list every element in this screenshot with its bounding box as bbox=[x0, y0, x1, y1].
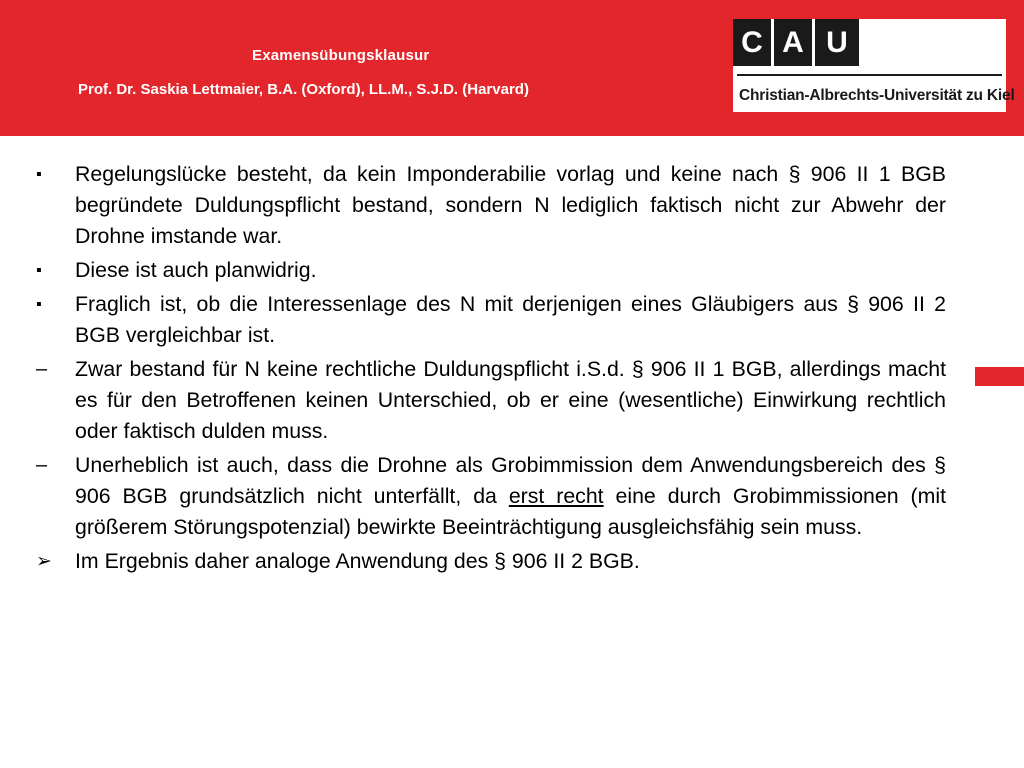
slide-content bbox=[36, 159, 946, 580]
list-item bbox=[36, 159, 946, 252]
square-bullet-icon: ▪ bbox=[36, 166, 42, 183]
square-bullet-icon: ▪ bbox=[36, 262, 42, 279]
dash-bullet-icon: – bbox=[36, 358, 48, 380]
list-item-text: Im Ergebnis daher analoge Anwendung des § 906 II 2 BGB. bbox=[75, 549, 640, 573]
list-item-text-part: eine durch Grobimmissionen (mit größerem Störungspotenzial) bewirkte Beeinträchtigung ausgleichsfähig sein muss. bbox=[75, 484, 946, 539]
list-item-text: Regelungslücke besteht, da kein Imponderabilie vorlag und keine nach § 906 II 1 BGB begründete Duldungspflicht bestand, sondern N lediglich faktisch nicht zur Abwehr der Drohne imstande war. bbox=[75, 162, 946, 248]
square-bullet-icon: ▪ bbox=[36, 296, 42, 313]
logo-letter-a: A bbox=[774, 19, 812, 66]
arrow-bullet-icon: ➢ bbox=[36, 551, 52, 572]
university-name: Christian-Albrechts-Universität zu Kiel bbox=[739, 87, 1015, 104]
list-item bbox=[36, 289, 946, 351]
logo-letter-u: U bbox=[815, 19, 859, 66]
list-item-text: Zwar bestand für N keine rechtliche Duldungspflicht i.S.d. § 906 II 1 BGB, allerdings macht es für den Betroffenen keinen Unterschied, ob er eine (wesentliche) Einwirkung rechtlich oder faktisch dulden muss. bbox=[75, 357, 946, 443]
list-item-text: Fraglich ist, ob die Interessenlage des N mit derjenigen eines Gläubigers aus § 906 II 2 BGB vergleichbar ist. bbox=[75, 292, 946, 347]
header-banner bbox=[0, 0, 1024, 136]
side-accent-bar bbox=[975, 367, 1024, 386]
underlined-phrase: erst recht bbox=[508, 484, 604, 508]
header-subtitle: Prof. Dr. Saskia Lettmaier, B.A. (Oxford), LL.M., S.J.D. (Harvard) bbox=[78, 81, 529, 98]
dash-bullet-icon: – bbox=[36, 454, 48, 476]
university-logo bbox=[733, 19, 1015, 112]
logo-letter-c: C bbox=[733, 19, 771, 66]
list-item-text bbox=[75, 450, 946, 543]
logo-letters bbox=[733, 19, 862, 66]
list-item bbox=[36, 450, 946, 543]
list-item bbox=[36, 354, 946, 447]
list-item-text-part: Unerheblich ist auch, dass die Drohne als Grobimmission dem Anwendungsbereich des § 906 BGB grundsätzlich nicht unterfällt, da bbox=[75, 453, 946, 508]
list-item-text: Diese ist auch planwidrig. bbox=[75, 258, 317, 282]
header-title: Examensübungsklausur bbox=[252, 47, 430, 64]
logo-divider bbox=[737, 74, 1002, 76]
list-item bbox=[36, 546, 946, 577]
list-item bbox=[36, 255, 946, 286]
